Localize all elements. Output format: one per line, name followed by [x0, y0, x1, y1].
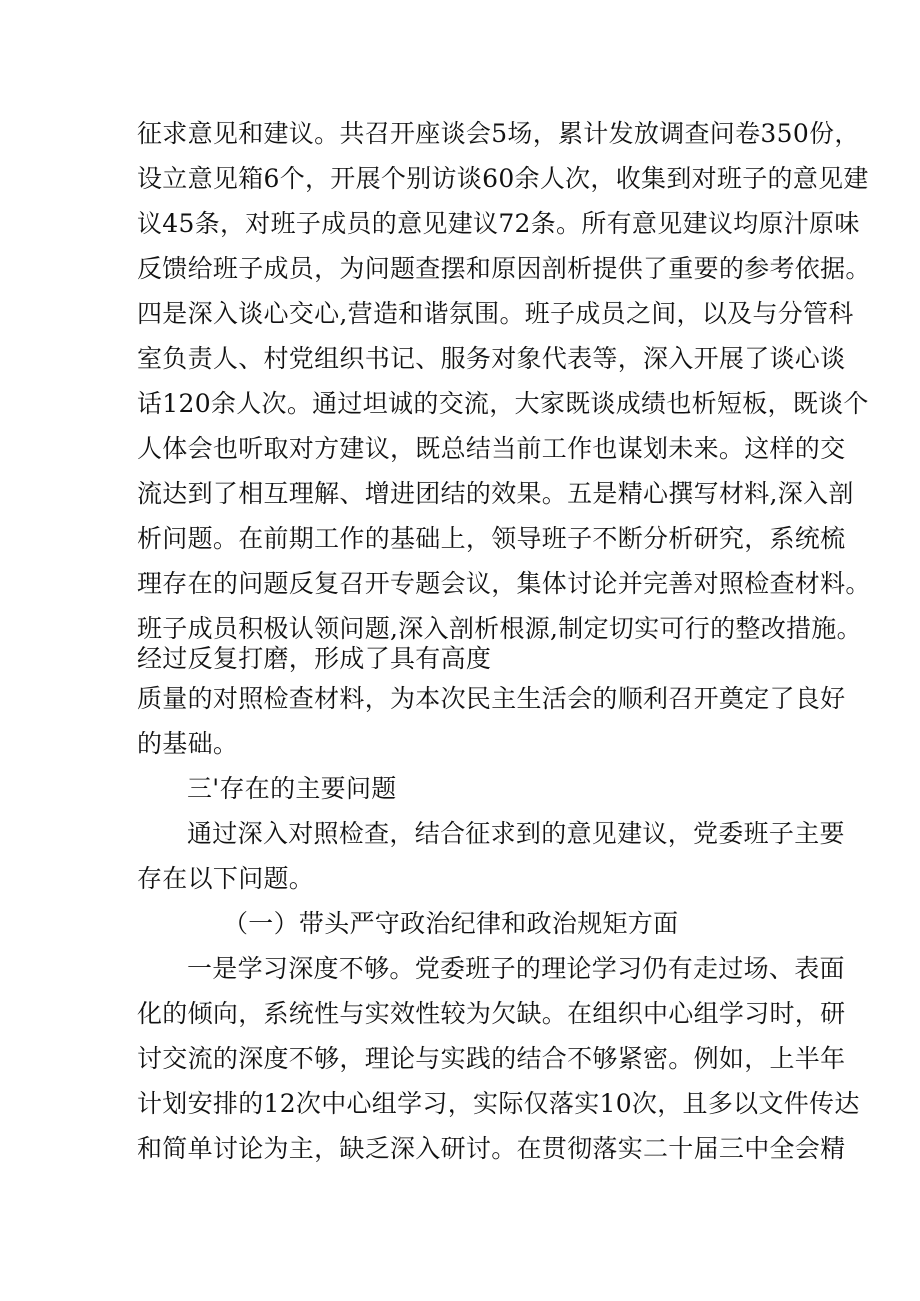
text-line: 人体会也听取对方建议，既总结当前工作也谋划未来。这样的交	[137, 434, 846, 463]
text-line: 流达到了相互理解、增进团结的效果。五是精心撰写材料,深入剖	[137, 479, 854, 508]
text-line: 析问题。在前期工作的基础上，领导班子不断分析研究，系统梳	[137, 524, 846, 553]
text-line: 经过反复打磨，形成了具有高度	[137, 644, 492, 673]
text-line: 计划安排的12次中心组学习，实际仅落实10次，且多以文件传达	[137, 1089, 860, 1118]
text-line: 和简单讨论为主，缺乏深入研讨。在贯彻落实二十届三中全会精	[137, 1134, 846, 1163]
text-line: 存在以下问题。	[137, 864, 315, 893]
subsection-heading: （一）带头严守政治纪律和政治规矩方面	[223, 909, 679, 938]
text-line: 征求意见和建议。共召开座谈会5场，累计发放调查问卷350份，	[137, 119, 860, 148]
text-line: 讨交流的深度不够，理论与实践的结合不够紧密。例如，上半年	[137, 1044, 846, 1073]
text-line: 理存在的问题反复召开专题会议，集体讨论并完善对照检查材料。	[137, 569, 871, 598]
text-line: 通过深入对照检查，结合征求到的意见建议，党委班子主要	[187, 819, 845, 848]
text-line: 一是学习深度不够。党委班子的理论学习仍有走过场、表面	[187, 954, 845, 983]
text-line: 的基础。	[137, 729, 239, 758]
text-line: 班子成员积极认领问题,深入剖析根源,制定切实可行的整改措施。	[137, 614, 862, 643]
text-line: 室负责人、村党组织书记、服务对象代表等，深入开展了谈心谈	[137, 344, 846, 373]
text-line: 话120余人次。通过坦诚的交流，大家既谈成绩也析短板，既谈个	[137, 389, 869, 418]
text-line: 化的倾向，系统性与实效性较为欠缺。在组织中心组学习时，研	[137, 999, 846, 1028]
text-line: 设立意见箱6个，开展个别访谈60余人次，收集到对班子的意见建	[137, 164, 869, 193]
text-line: 质量的对照检查材料，为本次民主生活会的顺利召开奠定了良好	[137, 684, 846, 713]
text-line: 议45条，对班子成员的意见建议72条。所有意见建议均原汁原味	[137, 209, 860, 238]
text-line: 反馈给班子成员，为问题查摆和原因剖析提供了重要的参考依据。	[137, 254, 871, 283]
section-heading: 三'存在的主要问题	[187, 774, 397, 803]
text-line: 四是深入谈心交心,营造和谐氛围。班子成员之间，以及与分管科	[137, 299, 854, 328]
